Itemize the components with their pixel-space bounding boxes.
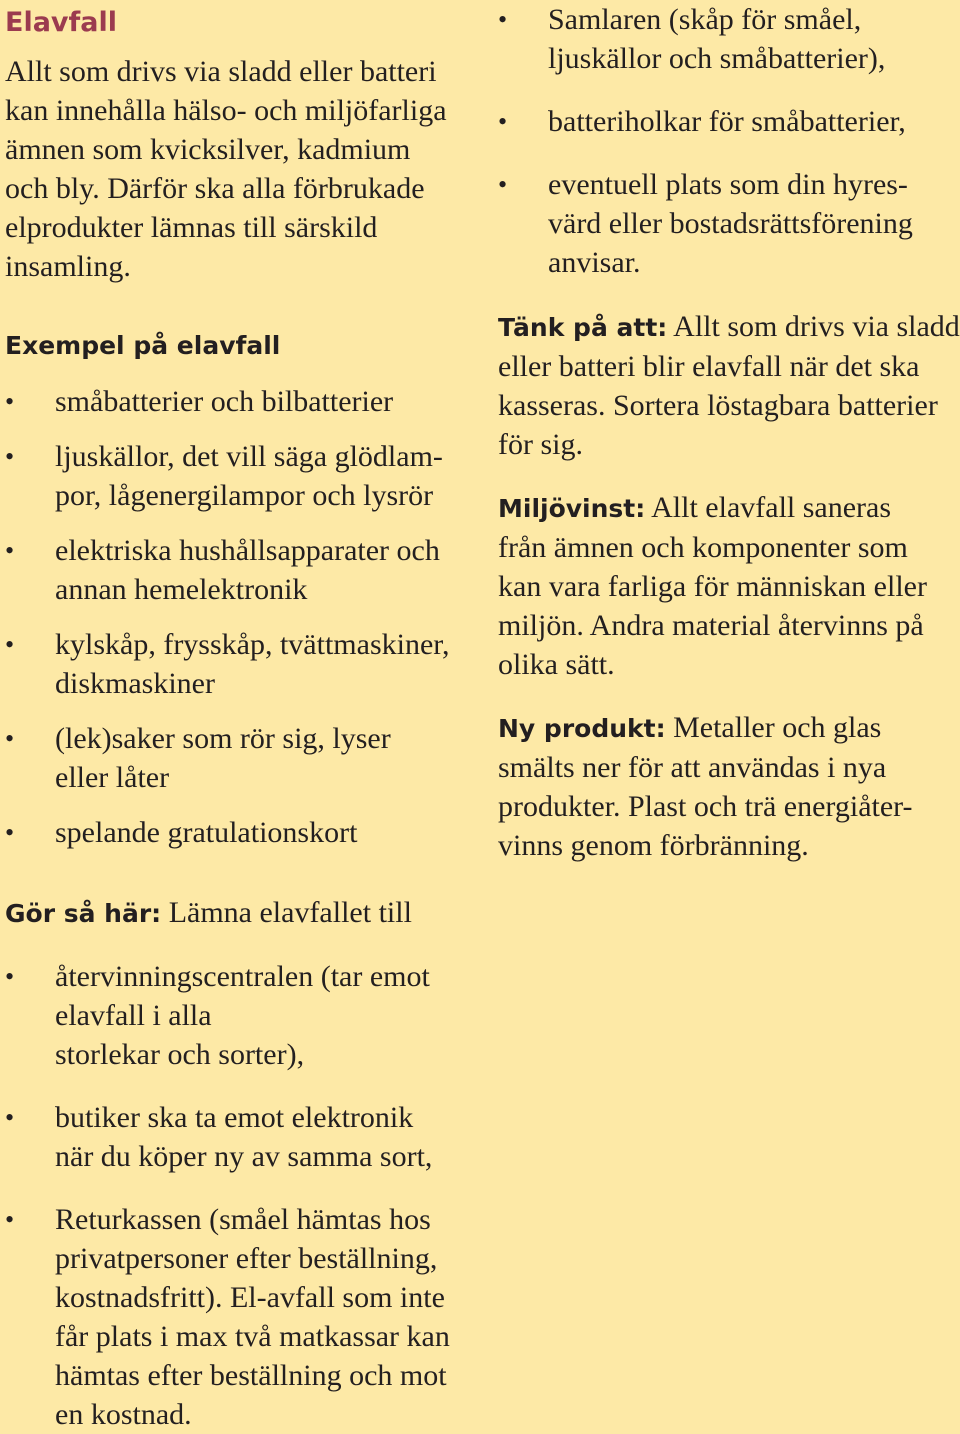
- intro-line: Allt som drivs via sladd eller batteri: [5, 55, 437, 88]
- bullet-icon: •: [5, 536, 15, 565]
- howto-lead: Gör så här:: [5, 899, 162, 928]
- ny-line: smälts ner för att användas i nya: [498, 751, 887, 784]
- tank-line: kasseras. Sortera löstagbara batterier: [498, 389, 938, 422]
- list-item-line: storlekar och sorter),: [55, 1038, 305, 1071]
- list-item: [498, 0, 960, 78]
- examples-list: [5, 382, 475, 852]
- list-item-line: anvisar.: [548, 246, 641, 279]
- list-item-line: småbatterier och bilbatterier: [55, 385, 394, 418]
- intro-line: insamling.: [5, 250, 131, 283]
- bullet-icon: •: [5, 630, 15, 659]
- miljo-first-line: [498, 488, 960, 528]
- list-item-line: värd eller bostadsrättsförening: [548, 207, 913, 240]
- list-item-line: kylskåp, frysskåp, tvättmaskiner,: [55, 628, 450, 661]
- intro-line: elprodukter lämnas till särskild: [5, 211, 378, 244]
- bullet-icon: •: [5, 442, 15, 471]
- intro-paragraph: [5, 52, 475, 286]
- list-item-line: ljuskällor och småbatterier),: [548, 42, 886, 75]
- miljo-section: [498, 488, 960, 684]
- list-item-line: Samlaren (skåp för småel,: [548, 3, 862, 36]
- tank-line: för sig.: [498, 428, 583, 461]
- list-item: [498, 102, 960, 141]
- collection-points-list: [498, 0, 960, 282]
- miljo-line: olika sätt.: [498, 648, 615, 681]
- tank-line: Allt som drivs via sladd: [673, 310, 960, 343]
- list-item-line: privatpersoner efter beställning,: [55, 1242, 438, 1275]
- howto-list: [5, 957, 475, 1434]
- list-item-line: por, lågenergilampor och lysrör: [55, 479, 434, 512]
- ny-lead: Ny produkt:: [498, 714, 666, 743]
- list-item-line: återvinningscentralen (tar emot: [55, 960, 430, 993]
- list-item-line: elavfall i alla: [55, 999, 212, 1032]
- bullet-icon: •: [498, 107, 508, 136]
- ny-produkt-section: [498, 708, 960, 865]
- list-item-line: hämtas efter beställning och mot: [55, 1359, 447, 1392]
- list-item: [5, 531, 475, 609]
- list-item-line: elektriska hushållsapparater och: [55, 534, 440, 567]
- list-item: [5, 719, 475, 797]
- intro-line: ämnen som kvicksilver, kadmium: [5, 133, 411, 166]
- list-item-line: eventuell plats som din hyres-: [548, 168, 908, 201]
- bullet-icon: •: [5, 724, 15, 753]
- bullet-icon: •: [5, 818, 15, 847]
- examples-heading: Exempel på elavfall: [5, 331, 281, 360]
- ny-line: produkter. Plast och trä energiåter-: [498, 790, 913, 823]
- intro-line: och bly. Därför ska alla förbrukade: [5, 172, 425, 205]
- list-item-line: ljuskällor, det vill säga glödlam-: [55, 440, 443, 473]
- list-item-line: diskmaskiner: [55, 667, 215, 700]
- howto-text: Lämna elavfallet till: [168, 896, 412, 929]
- list-item-line: Returkassen (småel hämtas hos: [55, 1203, 431, 1236]
- ny-first-line: [498, 708, 960, 748]
- howto-intro: [5, 893, 475, 933]
- list-item-line: kostnadsfritt). El-avfall som inte: [55, 1281, 445, 1314]
- list-item-line: en kostnad.: [55, 1398, 192, 1431]
- miljo-line: kan vara farliga för människan eller: [498, 570, 927, 603]
- list-item: [498, 165, 960, 282]
- list-item: [5, 813, 475, 852]
- list-item-line: batteriholkar för småbatterier,: [548, 105, 906, 138]
- list-item-line: (lek)saker som rör sig, lyser: [55, 722, 391, 755]
- bullet-icon: •: [498, 170, 508, 199]
- list-item-line: när du köper ny av samma sort,: [55, 1140, 433, 1173]
- list-item-line: spelande gratulationskort: [55, 816, 358, 849]
- list-item: [5, 1098, 475, 1176]
- ny-line: vinns genom förbränning.: [498, 829, 809, 862]
- page-title: Elavfall: [5, 7, 117, 38]
- tank-first-line: [498, 307, 960, 347]
- bullet-icon: •: [5, 1205, 15, 1234]
- miljo-line: miljön. Andra material återvinns på: [498, 609, 924, 642]
- bullet-icon: •: [5, 387, 15, 416]
- bullet-icon: •: [498, 5, 508, 34]
- intro-line: kan innehålla hälso- och miljöfarliga: [5, 94, 447, 127]
- list-item: [5, 625, 475, 703]
- list-item-line: annan hemelektronik: [55, 573, 308, 606]
- list-item-line: får plats i max två matkassar kan: [55, 1320, 450, 1353]
- tank-lead: Tänk på att:: [498, 313, 668, 342]
- list-item: [5, 382, 475, 421]
- miljo-line: Allt elavfall saneras: [651, 491, 892, 524]
- list-item-line: butiker ska ta emot elektronik: [55, 1101, 414, 1134]
- ny-line: Metaller och glas: [673, 711, 882, 744]
- bullet-icon: •: [5, 962, 15, 991]
- tank-line: eller batteri blir elavfall när det ska: [498, 350, 920, 383]
- miljo-lead: Miljövinst:: [498, 494, 646, 523]
- list-item: [5, 957, 475, 1074]
- list-item: [5, 437, 475, 515]
- bullet-icon: •: [5, 1103, 15, 1132]
- list-item: [5, 1200, 475, 1434]
- list-item-line: eller låter: [55, 761, 170, 794]
- miljo-line: från ämnen och komponenter som: [498, 531, 908, 564]
- tank-section: [498, 307, 960, 464]
